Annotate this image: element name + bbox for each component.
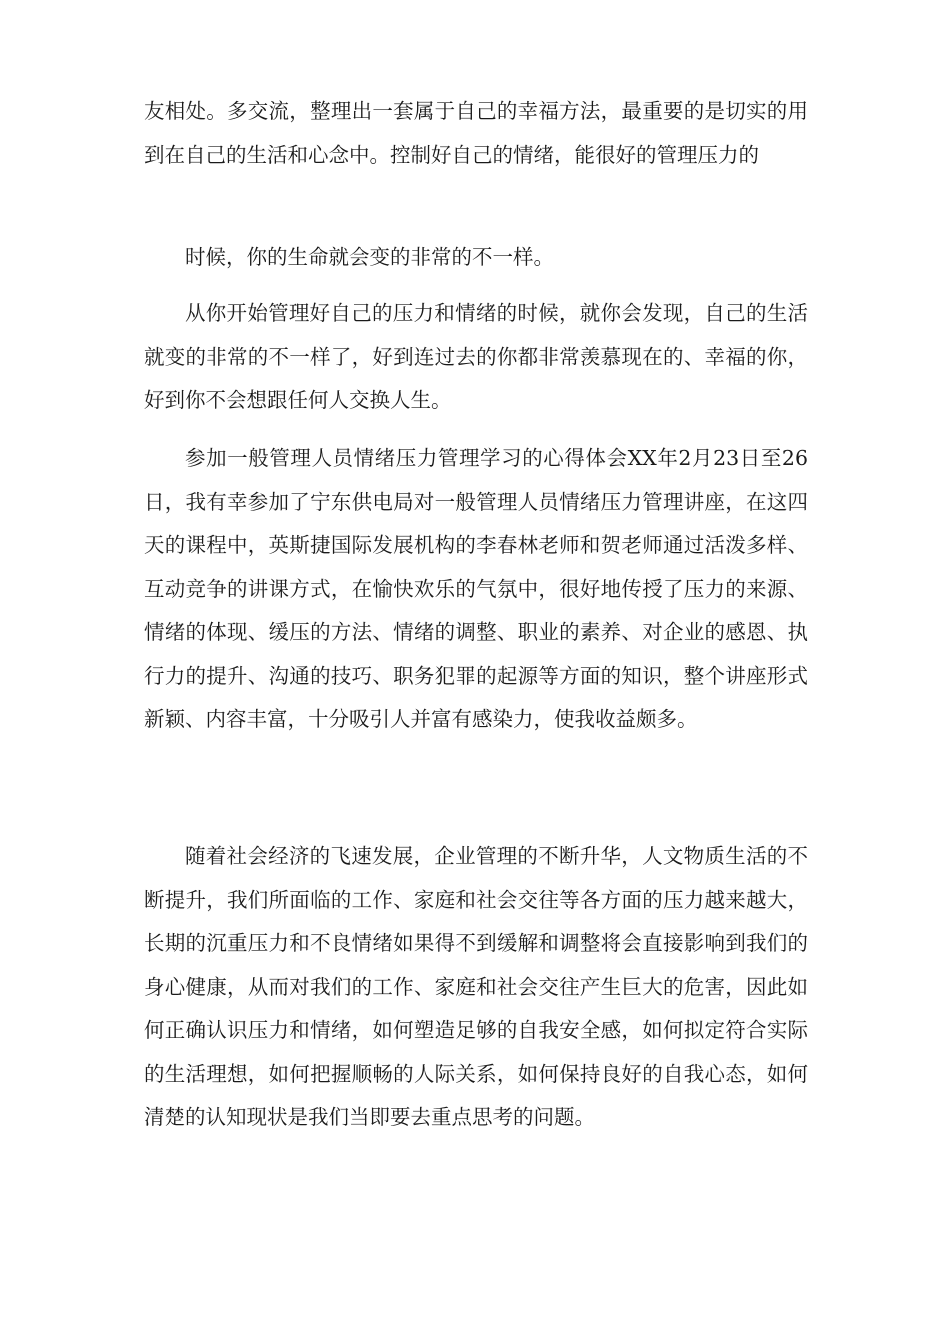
paragraph-stress-management: 从你开始管理好自己的压力和情绪的时候，就你会发现，自己的生活就变的非常的不一样了，好到连过去的你都非常羡慕现在的、幸福的你，好到你不会想跟任何人交换人生。 [144, 301, 808, 412]
paragraph-social-development: 随着社会经济的飞速发展，企业管理的不断升华，人文物质生活的不断提升，我们所面临的工作、家庭和社会交往等各方面的压力越来越大，长期的沉重压力和不良情绪如果得不到缓解和调整将会直接影响到我们的身心健康，从而对我们的工作、家庭和社会交往产生巨大的危害，因此如何正确认识压力和情绪，如何塑造足够的自我安全感，如何拟定符合实际的生活理想，如何把握顺畅的人际关系，如何保持良好的自我心态，如何清楚的认知现状是我们当即要去重点思考的问题。 [144, 844, 808, 1129]
paragraph-continuation: 友相处。多交流，整理出一套属于自己的幸福方法，最重要的是切实的用到在自己的生活和心念中。控制好自己的情绪，能很好的管理压力的 [144, 99, 808, 167]
paragraph-training-experience: 参加一般管理人员情绪压力管理学习的心得体会XX年2月23日至26日，我有幸参加了宁东供电局对一般管理人员情绪压力管理讲座，在这四天的课程中，英斯捷国际发展机构的李春林老师和贺老师通过活泼多样、互动竞争的讲课方式，在愉快欢乐的气氛中，很好地传授了压力的来源、情绪的体现、缓压的方法、情绪的调整、职业的素养、对企业的感恩、执行力的提升、沟通的技巧、职务犯罪的起源等方面的知识，整个讲座形式新颖、内容丰富，十分吸引人并富有感染力，使我收益颇多。 [144, 446, 808, 731]
paragraph-fragment: 时候，你的生命就会变的非常的不一样。 [185, 245, 554, 269]
